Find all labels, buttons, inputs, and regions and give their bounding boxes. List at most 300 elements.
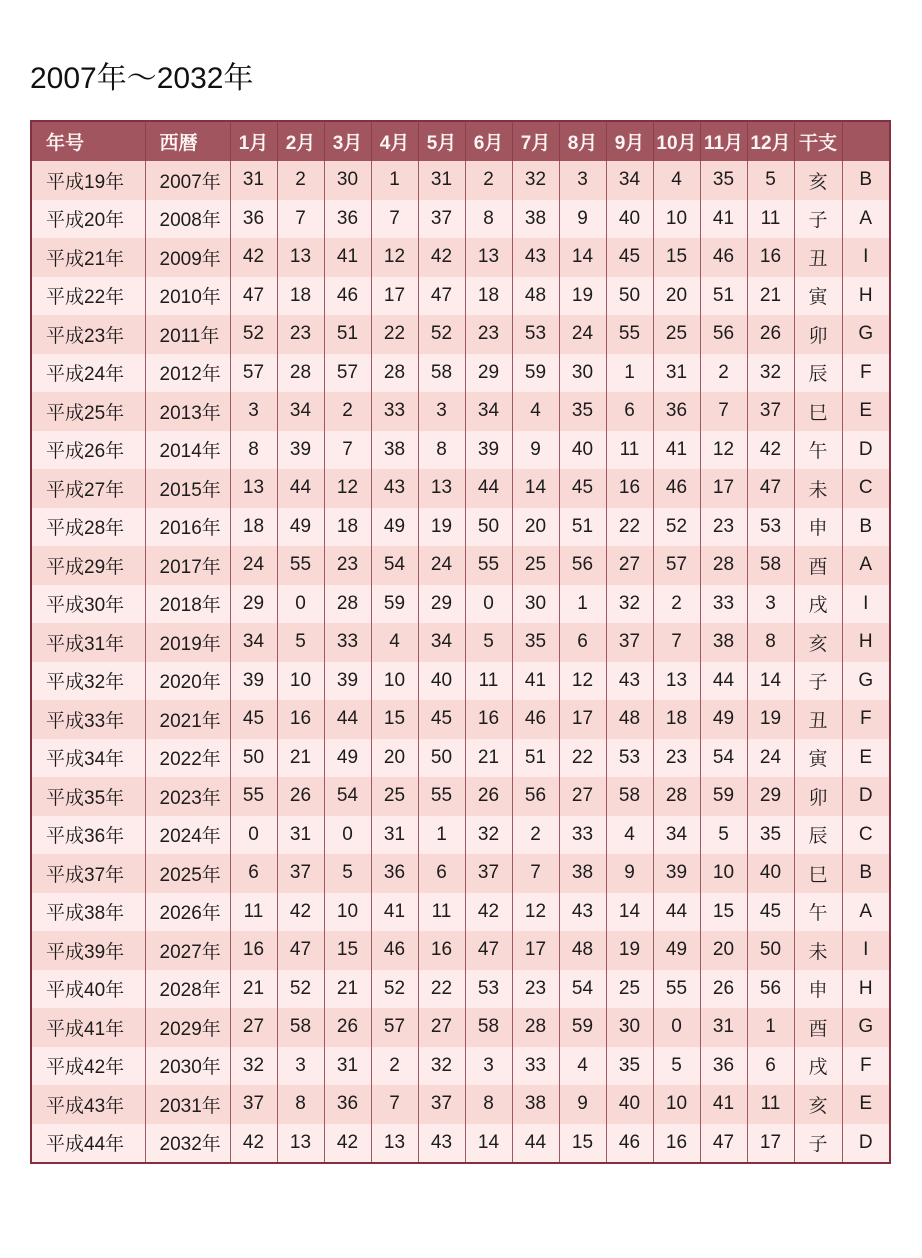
table-row <box>31 816 890 855</box>
seireki-cell: 2022年 <box>145 739 230 778</box>
month-cell: 26 <box>465 777 512 816</box>
month-cell: 34 <box>418 623 465 662</box>
seireki-cell: 2026年 <box>145 893 230 932</box>
eto-cell: 辰 <box>794 816 842 855</box>
month-cell: 4 <box>606 816 653 855</box>
letter-cell: B <box>842 161 890 200</box>
month-cell: 54 <box>700 739 747 778</box>
month-cell: 25 <box>606 970 653 1009</box>
month-cell: 54 <box>371 546 418 585</box>
month-cell: 45 <box>606 238 653 277</box>
seireki-cell: 2014年 <box>145 431 230 470</box>
month-cell: 42 <box>277 893 324 932</box>
table-row <box>31 777 890 816</box>
month-cell: 15 <box>559 1124 606 1164</box>
letter-cell: F <box>842 700 890 739</box>
month-cell: 8 <box>465 1085 512 1124</box>
month-cell: 43 <box>606 662 653 701</box>
eto-cell: 寅 <box>794 277 842 316</box>
month-cell: 31 <box>324 1047 371 1086</box>
month-cell: 16 <box>277 700 324 739</box>
month-cell: 58 <box>747 546 794 585</box>
letter-cell: F <box>842 1047 890 1086</box>
column-header-month-11: 11月 <box>700 121 747 161</box>
eto-cell: 卯 <box>794 777 842 816</box>
month-cell: 50 <box>747 931 794 970</box>
month-cell: 25 <box>512 546 559 585</box>
month-cell: 33 <box>700 585 747 624</box>
month-cell: 56 <box>559 546 606 585</box>
month-cell: 41 <box>371 893 418 932</box>
table-row <box>31 315 890 354</box>
month-cell: 38 <box>512 200 559 239</box>
month-cell: 5 <box>747 161 794 200</box>
eto-cell: 未 <box>794 931 842 970</box>
month-cell: 41 <box>324 238 371 277</box>
month-cell: 8 <box>418 431 465 470</box>
month-cell: 25 <box>653 315 700 354</box>
letter-cell: H <box>842 970 890 1009</box>
month-cell: 33 <box>324 623 371 662</box>
month-cell: 40 <box>559 431 606 470</box>
letter-cell: B <box>842 854 890 893</box>
era-cell: 平成42年 <box>31 1047 145 1086</box>
month-cell: 17 <box>371 277 418 316</box>
month-cell: 16 <box>653 1124 700 1164</box>
month-cell: 44 <box>653 893 700 932</box>
month-cell: 38 <box>512 1085 559 1124</box>
month-cell: 11 <box>230 893 277 932</box>
month-cell: 27 <box>418 1008 465 1047</box>
month-cell: 15 <box>324 931 371 970</box>
month-cell: 18 <box>465 277 512 316</box>
month-cell: 49 <box>371 508 418 547</box>
column-header-month-8: 8月 <box>559 121 606 161</box>
month-cell: 13 <box>465 238 512 277</box>
month-cell: 56 <box>700 315 747 354</box>
month-cell: 29 <box>230 585 277 624</box>
table-row <box>31 854 890 893</box>
table-row <box>31 161 890 200</box>
seireki-cell: 2019年 <box>145 623 230 662</box>
era-cell: 平成40年 <box>31 970 145 1009</box>
month-cell: 51 <box>512 739 559 778</box>
month-cell: 45 <box>418 700 465 739</box>
month-cell: 50 <box>230 739 277 778</box>
eto-cell: 子 <box>794 1124 842 1164</box>
eto-cell: 未 <box>794 469 842 508</box>
letter-cell: E <box>842 739 890 778</box>
month-cell: 30 <box>512 585 559 624</box>
era-cell: 平成25年 <box>31 392 145 431</box>
month-cell: 8 <box>230 431 277 470</box>
table-row <box>31 893 890 932</box>
month-cell: 30 <box>324 161 371 200</box>
month-cell: 18 <box>653 700 700 739</box>
table-row <box>31 970 890 1009</box>
month-cell: 24 <box>747 739 794 778</box>
seireki-cell: 2009年 <box>145 238 230 277</box>
month-cell: 7 <box>700 392 747 431</box>
era-cell: 平成36年 <box>31 816 145 855</box>
month-cell: 41 <box>700 200 747 239</box>
month-cell: 32 <box>418 1047 465 1086</box>
seireki-cell: 2024年 <box>145 816 230 855</box>
month-cell: 15 <box>653 238 700 277</box>
month-cell: 10 <box>371 662 418 701</box>
month-cell: 41 <box>653 431 700 470</box>
month-cell: 36 <box>324 200 371 239</box>
month-cell: 1 <box>606 354 653 393</box>
month-cell: 34 <box>230 623 277 662</box>
month-cell: 9 <box>512 431 559 470</box>
month-cell: 50 <box>606 277 653 316</box>
month-cell: 6 <box>606 392 653 431</box>
month-cell: 49 <box>324 739 371 778</box>
month-cell: 29 <box>747 777 794 816</box>
month-cell: 59 <box>700 777 747 816</box>
seireki-cell: 2007年 <box>145 161 230 200</box>
month-cell: 39 <box>277 431 324 470</box>
seireki-cell: 2012年 <box>145 354 230 393</box>
month-cell: 40 <box>606 1085 653 1124</box>
month-cell: 32 <box>512 161 559 200</box>
month-cell: 41 <box>512 662 559 701</box>
era-cell: 平成35年 <box>31 777 145 816</box>
month-cell: 10 <box>653 1085 700 1124</box>
month-cell: 40 <box>606 200 653 239</box>
letter-cell: B <box>842 508 890 547</box>
seireki-cell: 2032年 <box>145 1124 230 1164</box>
month-cell: 4 <box>512 392 559 431</box>
month-cell: 17 <box>512 931 559 970</box>
month-cell: 23 <box>700 508 747 547</box>
month-cell: 36 <box>700 1047 747 1086</box>
month-cell: 12 <box>512 893 559 932</box>
eto-cell: 辰 <box>794 354 842 393</box>
month-cell: 1 <box>371 161 418 200</box>
column-header-month-12: 12月 <box>747 121 794 161</box>
month-cell: 49 <box>700 700 747 739</box>
month-cell: 37 <box>230 1085 277 1124</box>
month-cell: 42 <box>324 1124 371 1164</box>
month-cell: 6 <box>230 854 277 893</box>
era-cell: 平成32年 <box>31 662 145 701</box>
month-cell: 7 <box>653 623 700 662</box>
month-cell: 59 <box>371 585 418 624</box>
table-row <box>31 1047 890 1086</box>
month-cell: 43 <box>559 893 606 932</box>
eto-cell: 申 <box>794 508 842 547</box>
month-cell: 19 <box>559 277 606 316</box>
month-cell: 5 <box>324 854 371 893</box>
month-cell: 39 <box>465 431 512 470</box>
eto-cell: 亥 <box>794 1085 842 1124</box>
month-cell: 37 <box>747 392 794 431</box>
month-cell: 16 <box>465 700 512 739</box>
month-cell: 20 <box>512 508 559 547</box>
table-row <box>31 662 890 701</box>
month-cell: 19 <box>747 700 794 739</box>
month-cell: 41 <box>700 1085 747 1124</box>
month-cell: 6 <box>559 623 606 662</box>
month-cell: 4 <box>653 161 700 200</box>
month-cell: 21 <box>324 970 371 1009</box>
month-cell: 3 <box>747 585 794 624</box>
letter-cell: A <box>842 893 890 932</box>
month-cell: 31 <box>230 161 277 200</box>
month-cell: 36 <box>371 854 418 893</box>
month-cell: 17 <box>700 469 747 508</box>
month-cell: 39 <box>653 854 700 893</box>
month-cell: 24 <box>559 315 606 354</box>
month-cell: 52 <box>371 970 418 1009</box>
seireki-cell: 2029年 <box>145 1008 230 1047</box>
era-cell: 平成24年 <box>31 354 145 393</box>
month-cell: 29 <box>465 354 512 393</box>
month-cell: 43 <box>512 238 559 277</box>
month-cell: 5 <box>277 623 324 662</box>
eto-cell: 申 <box>794 970 842 1009</box>
month-cell: 44 <box>465 469 512 508</box>
month-cell: 6 <box>418 854 465 893</box>
era-cell: 平成38年 <box>31 893 145 932</box>
month-cell: 53 <box>465 970 512 1009</box>
month-cell: 1 <box>559 585 606 624</box>
eto-calendar-table <box>30 120 891 1164</box>
month-cell: 13 <box>230 469 277 508</box>
letter-cell: E <box>842 392 890 431</box>
month-cell: 13 <box>371 1124 418 1164</box>
month-cell: 23 <box>324 546 371 585</box>
era-cell: 平成27年 <box>31 469 145 508</box>
month-cell: 54 <box>324 777 371 816</box>
table-row <box>31 1124 890 1164</box>
month-cell: 3 <box>559 161 606 200</box>
month-cell: 42 <box>418 238 465 277</box>
month-cell: 47 <box>418 277 465 316</box>
month-cell: 51 <box>700 277 747 316</box>
month-cell: 13 <box>418 469 465 508</box>
seireki-cell: 2018年 <box>145 585 230 624</box>
table-row <box>31 354 890 393</box>
month-cell: 37 <box>418 1085 465 1124</box>
month-cell: 11 <box>747 1085 794 1124</box>
era-cell: 平成37年 <box>31 854 145 893</box>
eto-cell: 午 <box>794 893 842 932</box>
month-cell: 44 <box>700 662 747 701</box>
month-cell: 5 <box>465 623 512 662</box>
column-header-letter <box>842 121 890 161</box>
month-cell: 44 <box>324 700 371 739</box>
eto-cell: 午 <box>794 431 842 470</box>
era-cell: 平成33年 <box>31 700 145 739</box>
month-cell: 28 <box>324 585 371 624</box>
month-cell: 10 <box>700 854 747 893</box>
month-cell: 2 <box>277 161 324 200</box>
month-cell: 50 <box>418 739 465 778</box>
era-cell: 平成30年 <box>31 585 145 624</box>
eto-cell: 寅 <box>794 739 842 778</box>
month-cell: 43 <box>418 1124 465 1164</box>
page-title: 2007年～2032年 <box>30 62 254 95</box>
month-cell: 8 <box>465 200 512 239</box>
month-cell: 48 <box>559 931 606 970</box>
month-cell: 26 <box>700 970 747 1009</box>
month-cell: 47 <box>277 931 324 970</box>
seireki-cell: 2016年 <box>145 508 230 547</box>
month-cell: 28 <box>700 546 747 585</box>
month-cell: 7 <box>512 854 559 893</box>
month-cell: 19 <box>606 931 653 970</box>
column-header-month-10: 10月 <box>653 121 700 161</box>
eto-cell: 巳 <box>794 854 842 893</box>
month-cell: 36 <box>324 1085 371 1124</box>
month-cell: 22 <box>371 315 418 354</box>
month-cell: 23 <box>277 315 324 354</box>
seireki-cell: 2013年 <box>145 392 230 431</box>
letter-cell: E <box>842 1085 890 1124</box>
month-cell: 45 <box>230 700 277 739</box>
month-cell: 37 <box>465 854 512 893</box>
month-cell: 14 <box>465 1124 512 1164</box>
letter-cell: C <box>842 816 890 855</box>
letter-cell: H <box>842 277 890 316</box>
table-row <box>31 546 890 585</box>
table-row <box>31 508 890 547</box>
month-cell: 26 <box>747 315 794 354</box>
month-cell: 7 <box>324 431 371 470</box>
month-cell: 43 <box>371 469 418 508</box>
month-cell: 18 <box>230 508 277 547</box>
month-cell: 14 <box>747 662 794 701</box>
column-header-month-3: 3月 <box>324 121 371 161</box>
column-header-month-2: 2月 <box>277 121 324 161</box>
month-cell: 32 <box>230 1047 277 1086</box>
month-cell: 21 <box>465 739 512 778</box>
seireki-cell: 2021年 <box>145 700 230 739</box>
era-cell: 平成31年 <box>31 623 145 662</box>
eto-cell: 酉 <box>794 1008 842 1047</box>
column-header-month-9: 9月 <box>606 121 653 161</box>
month-cell: 31 <box>700 1008 747 1047</box>
table-body <box>31 161 890 1163</box>
month-cell: 28 <box>371 354 418 393</box>
month-cell: 47 <box>700 1124 747 1164</box>
month-cell: 10 <box>324 893 371 932</box>
eto-cell: 子 <box>794 662 842 701</box>
table-row <box>31 392 890 431</box>
month-cell: 9 <box>606 854 653 893</box>
month-cell: 42 <box>465 893 512 932</box>
eto-cell: 巳 <box>794 392 842 431</box>
month-cell: 45 <box>747 893 794 932</box>
table-row <box>31 469 890 508</box>
era-cell: 平成29年 <box>31 546 145 585</box>
seireki-cell: 2017年 <box>145 546 230 585</box>
month-cell: 52 <box>653 508 700 547</box>
column-header-era: 年号 <box>31 121 145 161</box>
seireki-cell: 2030年 <box>145 1047 230 1086</box>
table-row <box>31 431 890 470</box>
month-cell: 1 <box>418 816 465 855</box>
letter-cell: G <box>842 662 890 701</box>
month-cell: 51 <box>559 508 606 547</box>
month-cell: 20 <box>700 931 747 970</box>
month-cell: 58 <box>606 777 653 816</box>
month-cell: 15 <box>371 700 418 739</box>
letter-cell: D <box>842 777 890 816</box>
table-row <box>31 238 890 277</box>
month-cell: 58 <box>277 1008 324 1047</box>
month-cell: 50 <box>465 508 512 547</box>
month-cell: 57 <box>324 354 371 393</box>
month-cell: 39 <box>230 662 277 701</box>
seireki-cell: 2010年 <box>145 277 230 316</box>
month-cell: 32 <box>606 585 653 624</box>
eto-cell: 子 <box>794 200 842 239</box>
column-header-month-4: 4月 <box>371 121 418 161</box>
letter-cell: I <box>842 931 890 970</box>
month-cell: 35 <box>700 161 747 200</box>
month-cell: 56 <box>512 777 559 816</box>
month-cell: 20 <box>371 739 418 778</box>
month-cell: 47 <box>230 277 277 316</box>
month-cell: 12 <box>559 662 606 701</box>
month-cell: 31 <box>371 816 418 855</box>
era-cell: 平成43年 <box>31 1085 145 1124</box>
month-cell: 28 <box>512 1008 559 1047</box>
column-header-eto: 干支 <box>794 121 842 161</box>
month-cell: 2 <box>512 816 559 855</box>
column-header-month-6: 6月 <box>465 121 512 161</box>
month-cell: 0 <box>465 585 512 624</box>
month-cell: 32 <box>465 816 512 855</box>
era-cell: 平成39年 <box>31 931 145 970</box>
letter-cell: G <box>842 315 890 354</box>
column-header-month-1: 1月 <box>230 121 277 161</box>
table-row <box>31 1085 890 1124</box>
month-cell: 46 <box>700 238 747 277</box>
month-cell: 20 <box>653 277 700 316</box>
table-row <box>31 200 890 239</box>
era-cell: 平成41年 <box>31 1008 145 1047</box>
month-cell: 13 <box>277 238 324 277</box>
month-cell: 2 <box>700 354 747 393</box>
month-cell: 44 <box>277 469 324 508</box>
eto-cell: 卯 <box>794 315 842 354</box>
month-cell: 58 <box>465 1008 512 1047</box>
seireki-cell: 2023年 <box>145 777 230 816</box>
month-cell: 33 <box>559 816 606 855</box>
month-cell: 24 <box>230 546 277 585</box>
month-cell: 22 <box>559 739 606 778</box>
month-cell: 38 <box>371 431 418 470</box>
month-cell: 25 <box>371 777 418 816</box>
month-cell: 12 <box>700 431 747 470</box>
month-cell: 36 <box>230 200 277 239</box>
month-cell: 13 <box>653 662 700 701</box>
month-cell: 17 <box>559 700 606 739</box>
month-cell: 46 <box>324 277 371 316</box>
month-cell: 53 <box>606 739 653 778</box>
month-cell: 10 <box>653 200 700 239</box>
month-cell: 27 <box>230 1008 277 1047</box>
month-cell: 53 <box>747 508 794 547</box>
month-cell: 14 <box>606 893 653 932</box>
month-cell: 57 <box>653 546 700 585</box>
month-cell: 26 <box>277 777 324 816</box>
